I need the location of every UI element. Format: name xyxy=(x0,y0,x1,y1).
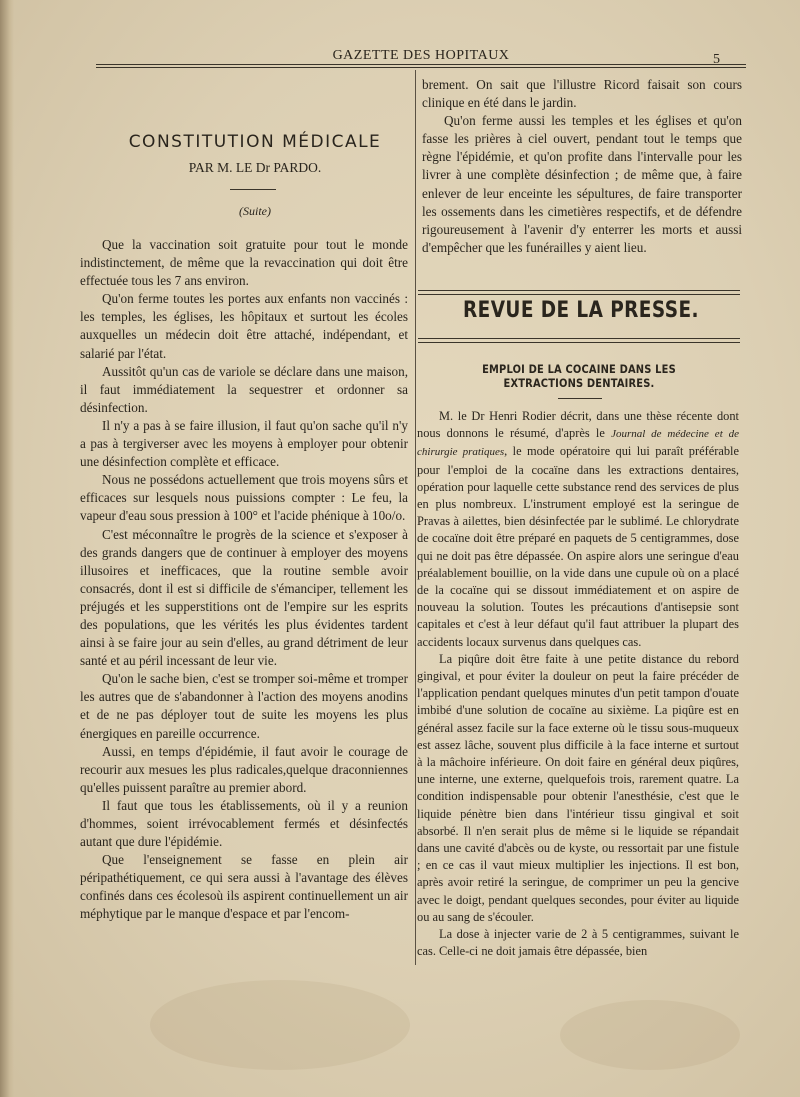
paragraph: brement. On sait que l'illustre Ricord faisait son cours clinique en été dans le jardin. xyxy=(422,77,742,111)
section-rule xyxy=(418,338,740,339)
paragraph: Qu'on ferme aussi les temples et les églises et qu'on fasse les prières à ciel ouvert, pendant tout le temps que règne l'épidémie, et qu'on profite dans l'intervalle pour les livrer à une complète désinfection ; de même que, à faire enlever de leur enceinte les sépultures, de faire transporter les ossements dans les cimetières respectifs, et de défendre rigoureusement à l'avenir d'y enterrer les morts et aussi d'empêcher que les funérailles y aient lieu. xyxy=(422,113,742,255)
author-byline: PAR M. LE Dr PARDO. xyxy=(188,160,322,175)
article-paragraph: La dose à injecter varie de 2 à 5 centigrammes, suivant le cas. Celle-ci ne doit jamais être dépassée, bien xyxy=(417,927,739,959)
text-span: , le mode opératoire qui lui paraît préférable pour l'emploi de la cocaïne dans les extractions dentaires, opération pour laquelle cette substance rend des services de plus en plus nombreux. L'instrument employé est la seringue de Pravas à ailettes, bien désinfectée par le sublimé. Le chlorydrate de cocaïne doit être préparé en paquets de 5 centigrammes, dose qui ne doit pas être dépassée. On aspire alors une seringue d'eau préalablement bouillie, on la vide dans une cupule où on a placé de la cocaïne qui se dissout immédiatement et on aspire de nouveau la solution. Toutes les précautions d'antisepsie sont capitales et c'est à leur défaut qu'il faut attribuer la plupart des accidents locaux survenus dans quelques cas. xyxy=(417,444,739,649)
paper-stain xyxy=(150,980,410,1070)
section-rule xyxy=(418,290,740,291)
article-paragraph: La piqûre doit être faite à une petite distance du rebord gingival, et pour éviter la douleur on peut la faire précéder de l'application pendant quelques minutes d'un petit tampon d'ouate imbibé d'une solution de cocaïne au sixième. La piqûre est en général assez facile sur la face externe où le tissu sous-muqueux est assez lâche, souvent plus difficile à la face interne et surtout à la mâchoire inférieure. On doit faire en général deux piqûres, une interne, une externe, quelquefois trois, rarement quatre. La condition indispensable pour obtenir l'anesthésie, c'est que le liquide pénètre bien dans l'intérieur tissu gingival et soit absorbé. Il n'en serait plus de même si le liquide se répandait dans une cavité d'abcès ou de kyste, ou ressortait par une fistule ; en ce cas il vaut mieux multiplier les injections. Il est bon, après avoir retiré la seringue, de comprimer un peu la gencive avec le doigt, pendant quelques secondes, pour éviter au liquide ou au sang de s'écouler. xyxy=(417,651,739,924)
journal-title: GAZETTE DES HOPITAUX xyxy=(332,48,510,63)
article-title-rule xyxy=(558,398,602,399)
paragraph: Aussi, en temps d'épidémie, il faut avoir le courage de recourir aux mesues les plus radicales,quelque draconniennes qu'elles puissent paraître au premier abord. xyxy=(80,743,408,795)
paragraph: Nous ne possédons actuellement que trois moyens sûrs et efficaces sur lesquels nous puissions compter : Le feu, la vapeur d'eau sous pression à 100° et l'acide phénique à 10o/o. xyxy=(80,472,408,524)
section-title-constitution: CONSTITUTION MÉDICALE xyxy=(128,132,382,152)
header-rule xyxy=(96,67,746,68)
article-text xyxy=(417,408,739,961)
paragraph: C'est méconnaître le progrès de la science et s'exposer à des grands dangers que de continuer à employer des moyens illusoires et inefficaces, que la routine semble avoir consacrés, dont il est si difficile de s'émanciper, tellement les préjugés et les supperstitions ont de l'empire sur les esprits des populations, que les vérités les plus évidentes tardent ainsi à se faire jour au sein d'elles, au grand détriment de leur santé et au péril incessant de leur vie. xyxy=(80,526,408,669)
paragraph: Qu'on ferme toutes les portes aux enfants non vaccinés : les temples, les églises, les hôpitaux et surtout les écoles auxquelles un médecin doit être attaché, indépendant, et salarié par l'état. xyxy=(80,291,408,361)
text-span: M. le Dr Henri Rodier décrit, dans une thèse récente dont nous donnons le résumé, d'après le xyxy=(417,409,739,441)
paragraph: Aussitôt qu'un cas de variole se déclare dans une maison, il faut immédiatement la sequestrer et ordonner sa désinfection. xyxy=(80,363,408,415)
paragraph: Que la vaccination soit gratuite pour tout le monde indistinctement, de même que la revaccination qui doit être effectuée tous les 7 ans environ. xyxy=(80,237,408,289)
right-column-continuation xyxy=(422,76,742,257)
journal-name: Journal de médecine et de chirurgie pratiques xyxy=(417,428,740,459)
section-rule xyxy=(418,342,740,343)
byline-rule xyxy=(230,189,276,190)
article-title: EMPLOI DE LA COCAINE DANS LES EXTRACTIONS DENTAIRES. xyxy=(482,362,676,390)
article-paragraph xyxy=(417,408,739,651)
page-binding-edge xyxy=(0,0,14,1097)
paragraph: Il n'y a pas à se faire illusion, il faut qu'on sache qu'il n'y a pas à tergiverser avec les moyens à employer pour obtenir une désinfection complète et efficace. xyxy=(80,417,408,470)
left-column-text xyxy=(80,236,408,924)
page-number: 5 xyxy=(713,52,720,67)
paragraph: Que l'enseignement se fasse en plein air péripathétiquement, ce qui sera aussi à l'avantage des élèves confinés dans ces écolesoù ils aspirent continuellement un air méphytique par le manque d'espace et par l'encom- xyxy=(80,852,408,922)
continued-label: (Suite) xyxy=(239,204,271,218)
paragraph: Qu'on le sache bien, c'est se tromper soi-même et tromper les autres que de s'abandonner à l'action des moyens anodins et de ne pas déployer tout de suite les moyens les plus énergiques en pareille occurrence. xyxy=(80,671,408,741)
paper-stain xyxy=(560,1000,740,1070)
section-rule xyxy=(418,294,740,295)
paragraph: Il faut que tous les établissements, où il y a reunion d'hommes, soient irrévocablement fermés et désinfectés autant que dure l'épidémie. xyxy=(80,797,408,850)
section-title-revue-presse: REVUE DE LA PRESSE. xyxy=(463,298,699,323)
header-rule xyxy=(96,64,746,65)
